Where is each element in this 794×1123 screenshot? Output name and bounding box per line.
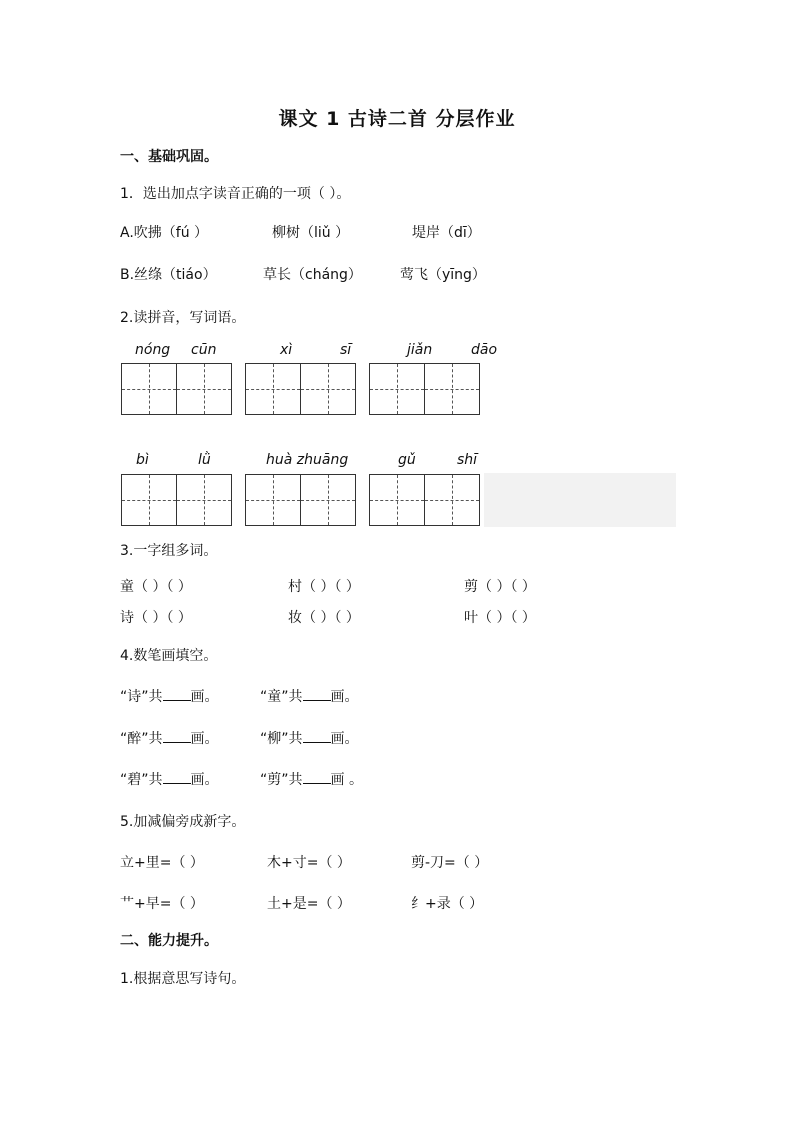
tianzige-cell[interactable] (369, 474, 425, 526)
q4-item-prefix: “诗”共 (120, 689, 163, 705)
q4-item-prefix: “柳”共 (260, 731, 303, 747)
pinyin-label: nóng (135, 342, 171, 358)
answer-blank[interactable] (163, 769, 191, 784)
pinyin-label: sī (340, 342, 352, 358)
q4-stem: 4.数笔画填空。 (120, 648, 218, 664)
q5-item: 立+里=（ ） (120, 855, 204, 871)
q5-item: 木+寸=（ ） (267, 855, 351, 871)
q4-item-suffix: 画。 (190, 731, 219, 747)
q4-item-suffix: 画。 (330, 689, 359, 705)
tianzige-cell[interactable] (245, 474, 301, 526)
q1-option-a-1: A.吹拂（fú ） (120, 225, 209, 241)
q1-stem: 1．选出加点字读音正确的一项（ ）。 (120, 186, 351, 202)
pinyin-label: xì (280, 342, 293, 358)
q4-item (120, 686, 219, 706)
answer-blank[interactable] (303, 686, 331, 701)
pinyin-label: cūn (191, 342, 217, 358)
tianzige-cell[interactable] (245, 363, 301, 415)
q5-item: 纟+录（ ） (411, 896, 484, 912)
section2-q1-stem: 1.根据意思写诗句。 (120, 971, 246, 987)
q5-stem: 5.加减偏旁成新字。 (120, 814, 246, 830)
answer-blank[interactable] (303, 769, 331, 784)
q1-option-b-2: 草长（cháng） (263, 267, 362, 283)
answer-blank[interactable] (163, 686, 191, 701)
pinyin-label: lǜ (198, 452, 211, 468)
tianzige-cell[interactable] (176, 363, 232, 415)
tianzige-cell[interactable] (121, 363, 177, 415)
q5-item: 剪-刀=（ ） (411, 855, 489, 871)
q5-item: 艹+早=（ ） (120, 896, 204, 912)
writing-grid[interactable] (245, 363, 356, 415)
answer-blank[interactable] (163, 728, 191, 743)
q3-stem: 3.一字组多词。 (120, 543, 218, 559)
tianzige-cell[interactable] (300, 363, 356, 415)
q4-item-suffix: 画。 (190, 772, 219, 788)
q4-item (260, 686, 359, 706)
q4-item (260, 728, 359, 748)
q1-option-b-3: 莺飞（yīng） (400, 267, 486, 283)
tianzige-cell[interactable] (300, 474, 356, 526)
writing-grid[interactable] (121, 474, 232, 526)
q2-stem: 2.读拼音，写词语。 (120, 310, 246, 326)
q1-option-a-3: 堤岸（dī） (412, 225, 481, 241)
q1-option-b-1: B.丝绦（tiáo） (120, 267, 217, 283)
page-title: 课文 1 古诗二首 分层作业 (278, 108, 516, 130)
q4-item-suffix: 画 。 (330, 772, 363, 788)
answer-blank[interactable] (303, 728, 331, 743)
writing-grid[interactable] (369, 474, 480, 526)
pinyin-label: shī (457, 452, 478, 468)
q4-item (120, 728, 219, 748)
q3-item: 童（ ）（ ） (120, 579, 192, 595)
section-heading-ability: 二、能力提升。 (120, 933, 218, 949)
section-heading-basic: 一、基础巩固。 (120, 149, 218, 165)
q3-item: 叶（ ）（ ） (464, 610, 536, 626)
tianzige-cell[interactable] (424, 363, 480, 415)
q4-item-prefix: “童”共 (260, 689, 303, 705)
tianzige-cell[interactable] (176, 474, 232, 526)
pinyin-label: jiǎn (407, 342, 433, 358)
tianzige-cell[interactable] (369, 363, 425, 415)
shaded-area (484, 473, 676, 527)
q4-item-suffix: 画。 (330, 731, 359, 747)
pinyin-label: dāo (471, 342, 498, 358)
q4-item-prefix: “剪”共 (260, 772, 303, 788)
q3-item: 村（ ）（ ） (288, 579, 360, 595)
pinyin-label: bì (136, 452, 149, 468)
tianzige-cell[interactable] (121, 474, 177, 526)
q4-item (120, 769, 219, 789)
q4-item-prefix: “醉”共 (120, 731, 163, 747)
pinyin-label: huà zhuāng (266, 452, 349, 468)
writing-grid[interactable] (245, 474, 356, 526)
q1-option-a-2: 柳树（liǔ ） (272, 225, 350, 241)
q4-item-prefix: “碧”共 (120, 772, 163, 788)
q3-item: 诗（ ）（ ） (120, 610, 192, 626)
q3-item: 剪（ ）（ ） (464, 579, 536, 595)
q5-item: 土+是=（ ） (267, 896, 351, 912)
writing-grid[interactable] (121, 363, 232, 415)
writing-grid[interactable] (369, 363, 480, 415)
q3-item: 妆（ ）（ ） (288, 610, 360, 626)
pinyin-label: gǔ (398, 452, 416, 468)
q4-item-suffix: 画。 (190, 689, 219, 705)
tianzige-cell[interactable] (424, 474, 480, 526)
q4-item (260, 769, 363, 789)
